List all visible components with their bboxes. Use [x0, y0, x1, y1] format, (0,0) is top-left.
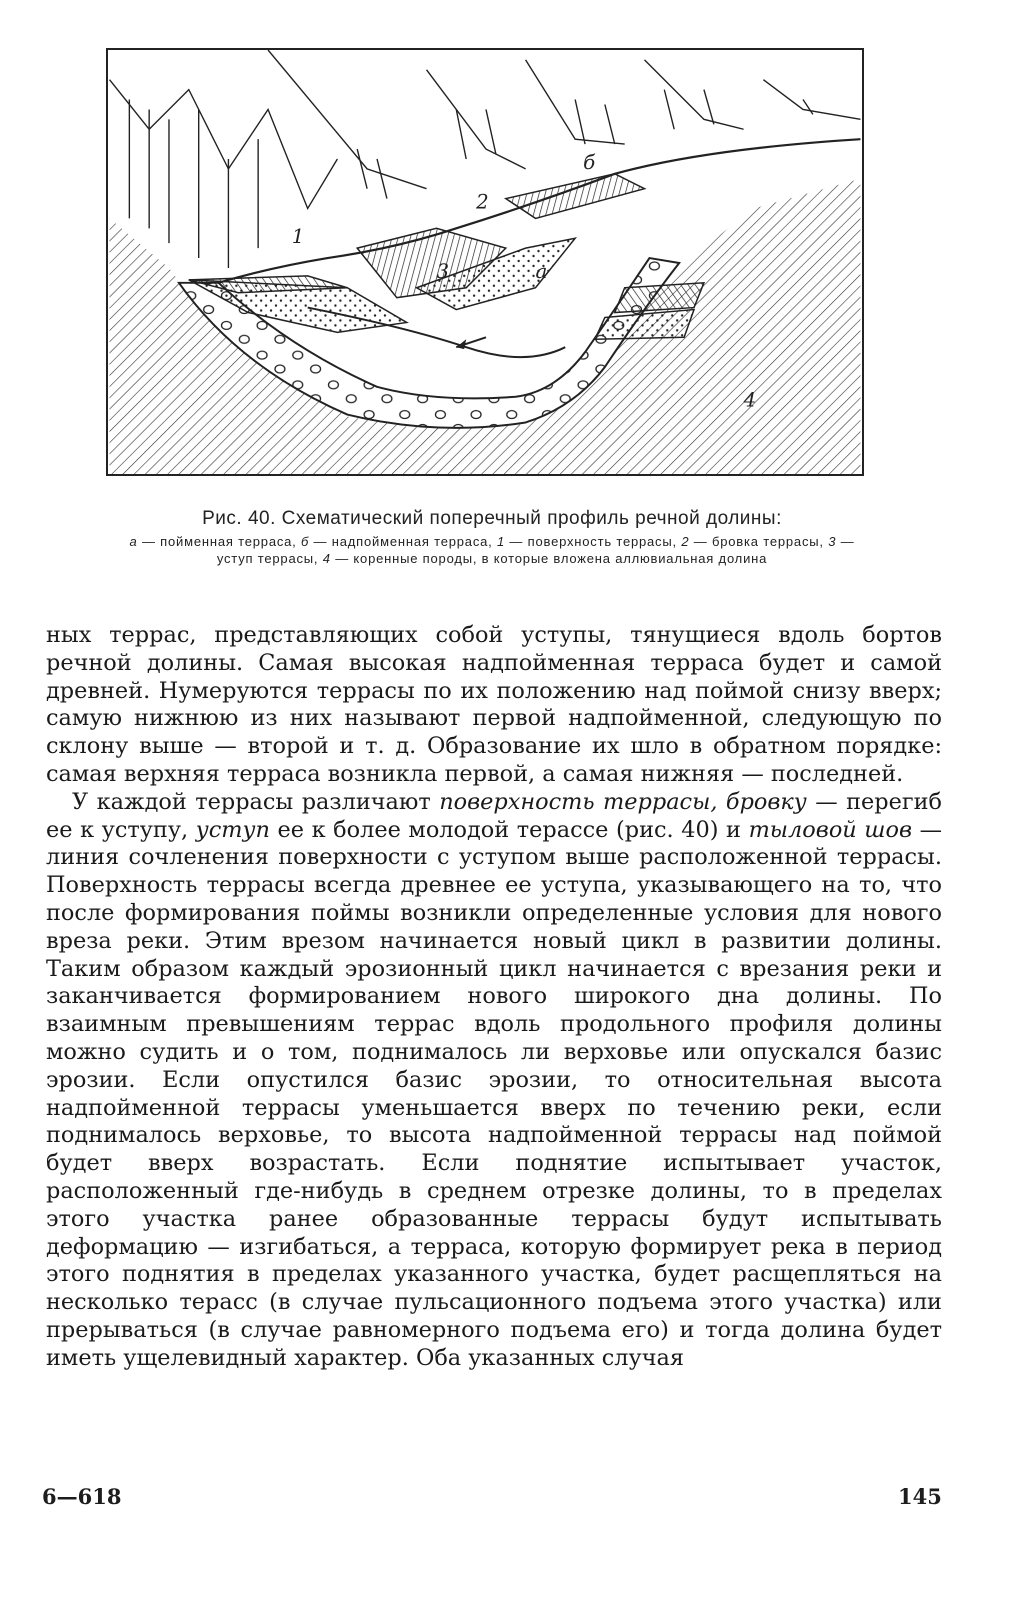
paragraph-2: [46, 789, 942, 1373]
figure-label-a: а: [535, 259, 548, 283]
paragraph-1: ных террас, представляющих собой уступы, тянущиеся вдоль бортов речной долины. Самая высокая надпойменная терраса будет и самой древней. Нумеруются террасы по их положению над поймой снизу вверх; самую нижнюю из них называют первой надпойменной, следующую по склону выше — второй и т. д. Образование их шло в обратном порядке: самая верхняя терраса возникла первой, а самая нижняя — последней.: [46, 622, 942, 787]
text-run: — линия сочленения поверхности с уступом выше расположенной террасы. Поверхность террасы всегда древнее ее уступа, указывающего на то, что после формирования поймы возникли определенные условия для нового вреза реки. Этим врезом начинается новый цикл в развитии долины. Таким образом каждый эрозионный цикл начинается с врезания реки и заканчивается формированием нового широкого дна долины. По взаимным превышениям террас вдоль продольного профиля долины можно судить и о том, поднималось ли верховье или опускался базис эрозии. Если опустился базис эрозии, то относительная высота надпойменной террасы уменьшается вверх по течению реки, если поднималось верховье, то высота надпойменной террасы над поймой будет вверх возрастать. Если поднятие испытывает участок, расположенный где-нибудь в среднем отрезке долины, то в пределах этого участка ранее образованные террасы будут испытывать деформацию — изгибаться, а терраса, которую формирует река в период этого поднятия в пределах указанного участка, будет расщепляться на несколько терасс (в случае пульсационного подъема этого участка) или прерываться (в случае равномерного подъема его) и тогда долина будет иметь ущелевидный характер. Оба указанных случая: [46, 816, 943, 1371]
figure-river-valley-profile: [106, 48, 864, 476]
printer-signature: 6—618: [42, 1484, 122, 1509]
italic-term: уступ: [195, 816, 270, 843]
valley-profile-diagram: [108, 50, 862, 474]
legend-text: — надпойменная терраса,: [309, 534, 497, 549]
legend-key: б: [301, 534, 310, 549]
caption-title: Рис. 40. Схематический поперечный профиль речной долины:: [202, 508, 782, 529]
text-run: У каждой террасы различают: [72, 788, 440, 815]
figure-label-3: 3: [436, 259, 450, 283]
italic-term: поверхность террасы, бровку: [439, 788, 807, 815]
figure-label-2: 2: [476, 190, 489, 214]
legend-text: — пойменная терраса,: [137, 534, 302, 549]
legend-key: 1: [496, 534, 506, 549]
legend-key: 2: [681, 534, 690, 549]
legend-text: — коренные породы, в которые вложена аллювиальная долина: [330, 551, 768, 566]
text-run: — перегиб ее к уступу,: [46, 788, 942, 843]
legend-text: — бровка террасы,: [689, 534, 829, 549]
body-text: [46, 622, 942, 1373]
legend-key: а: [129, 534, 138, 549]
page-number: 145: [898, 1484, 942, 1509]
legend-text: — уступ террасы,: [216, 534, 855, 566]
figure-caption: [108, 508, 876, 567]
figure-label-4: 4: [743, 388, 757, 412]
text-run: ее к более молодой тeрассе (рис. 40) и: [269, 816, 749, 843]
caption-legend: [108, 533, 876, 567]
clay-layer-right: [615, 283, 704, 313]
legend-key: 4: [322, 551, 331, 566]
figure-label-b: б: [583, 150, 596, 174]
legend-text: — поверхность террасы,: [505, 534, 682, 549]
figure-label-1: 1: [291, 225, 305, 249]
legend-key: 3: [828, 534, 837, 549]
italic-term: тыловой шов: [748, 816, 913, 843]
